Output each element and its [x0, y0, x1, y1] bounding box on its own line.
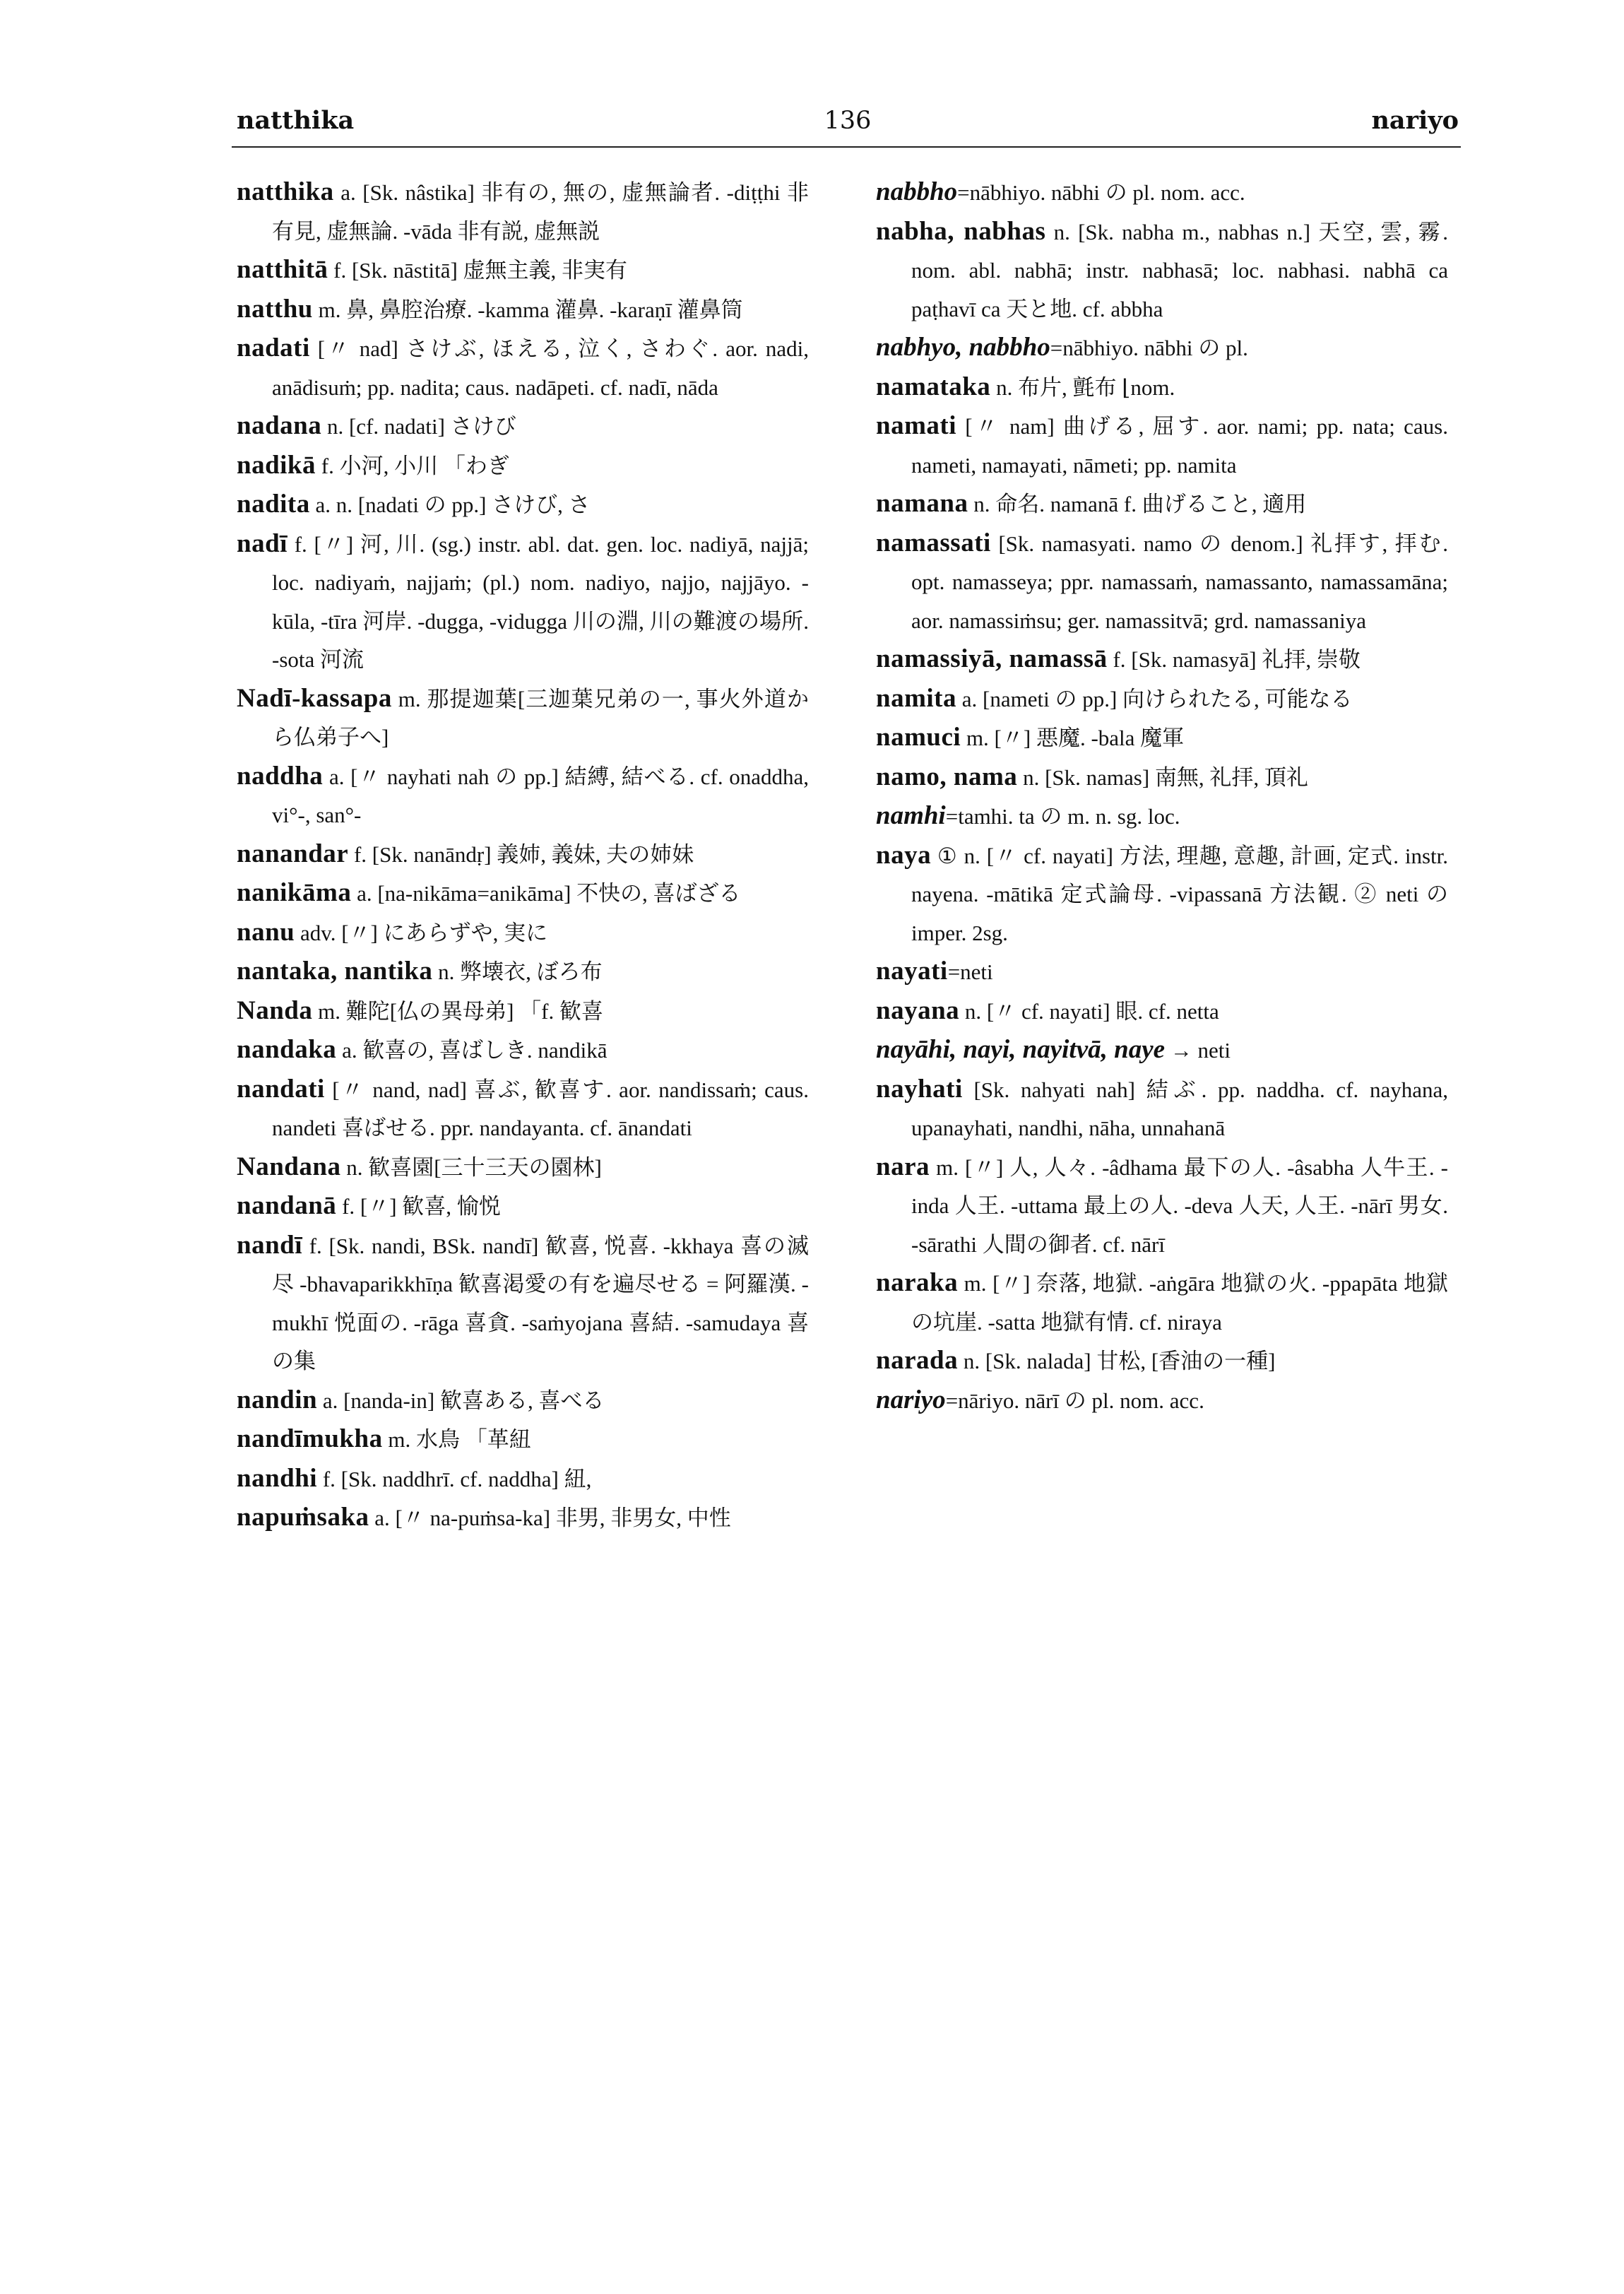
entry-definition: f. [Sk. nāstitā] 虚無主義, 非実有	[328, 258, 628, 283]
entry-definition: a. [nameti の pp.] 向けられたる, 可能なる	[956, 686, 1353, 711]
entry-definition: =neti	[947, 959, 993, 984]
page-number: 136	[824, 107, 872, 135]
dictionary-entry	[876, 213, 1448, 329]
entry-definition: ① n. [〃 cf. nayati] 方法, 理趣, 意趣, 計画, 定式. instr. nayena. -mātikā 定式論母. -vipassanā 方法観. ② neti の imper. 2sg.	[911, 843, 1448, 945]
entry-headword: Nanda	[237, 995, 313, 1025]
entry-definition: n. 布片, 氈布 ⌊nom.	[990, 374, 1175, 400]
dictionary-entry	[876, 368, 1448, 408]
header-left-guide-word: natthika	[237, 106, 355, 135]
dictionary-entry	[876, 719, 1448, 758]
entry-headword: nandin	[237, 1385, 318, 1414]
entry-headword: nayāhi, nayi, nayitvā, naye	[876, 1035, 1166, 1064]
entry-headword: nanu	[237, 917, 295, 947]
dictionary-entry	[237, 1187, 809, 1226]
entry-definition: [Sk. nahyati nah] 結ぶ. pp. naddha. cf. nayhana, upanayhati, nandhi, nāha, unnahanā	[911, 1077, 1448, 1140]
entry-definition: n. 弊壊衣, ぼろ布	[432, 959, 603, 984]
entry-definition: =nābhiyo. nābhi の pl.	[1050, 336, 1248, 360]
dictionary-entry	[237, 1498, 809, 1538]
entry-definition: f. [〃] 歓喜, 愉悦	[336, 1194, 501, 1219]
dictionary-entry	[876, 1031, 1448, 1070]
entry-headword: nabhyo, nabbho	[876, 333, 1050, 362]
dictionary-entry	[876, 524, 1448, 641]
entry-definition: a. 歓喜の, 喜ばしき. nandikā	[336, 1038, 607, 1063]
entry-headword: namati	[876, 411, 956, 440]
entry-definition: [〃 nad] さけぶ, ほえる, 泣く, さわぐ. aor. nadi, anādisuṁ; pp. nadita; caus. nadāpeti. cf. nadī, nāda	[272, 336, 809, 400]
entry-headword: nara	[876, 1152, 930, 1181]
entry-definition: [〃 nand, nad] 喜ぶ, 歓喜す. aor. nandissaṁ; caus. nandeti 喜ばせる. ppr. nandayanta. cf. ānandati	[272, 1077, 809, 1140]
dictionary-entry	[237, 1070, 809, 1148]
entry-headword: namo, nama	[876, 762, 1018, 791]
entry-headword: nandī	[237, 1230, 303, 1260]
entry-definition: n. [Sk. nabha m., nabhas n.] 天空, 雲, 霧. nom. abl. nabhā; instr. nabhasā; loc. nabhasi. nabhā ca paṭhavī ca 天と地. cf. abbha	[911, 219, 1448, 321]
entry-definition: a. [nanda-in] 歓喜ある, 喜べる	[317, 1388, 605, 1413]
dictionary-entry	[876, 680, 1448, 719]
dictionary-entry	[237, 1381, 809, 1421]
dictionary-entry	[237, 1420, 809, 1460]
entry-headword: namuci	[876, 723, 961, 752]
entry-headword: nanandar	[237, 839, 349, 868]
entry-headword: namita	[876, 683, 956, 713]
dictionary-entry	[876, 1264, 1448, 1342]
entry-headword: natthu	[237, 294, 313, 324]
entry-headword: Nandana	[237, 1152, 341, 1181]
entry-definition: =tamhi. ta の m. n. sg. loc.	[945, 804, 1180, 829]
entry-headword: namataka	[876, 372, 991, 401]
entry-headword: nabbho	[876, 177, 958, 206]
entry-definition: f. [〃] 河, 川. (sg.) instr. abl. dat. gen. loc. nadiyā, najjā; loc. nadiyaṁ, najjaṁ; (pl.) nom. nadiyo, najjo, najjāyo. -kūla, -tīra 河岸. -dugga, -vidugga 川の淵, 川の難渡の場所. -sota 河流	[272, 531, 809, 672]
entry-headword: namana	[876, 489, 968, 518]
dictionary-entry	[876, 485, 1448, 524]
entry-headword: naraka	[876, 1268, 959, 1297]
entry-definition: n. [Sk. namas] 南無, 礼拝, 頂礼	[1017, 764, 1308, 790]
entry-definition: f. [Sk. namasyā] 礼拝, 崇敬	[1107, 647, 1361, 672]
entry-headword: nandhi	[237, 1463, 318, 1493]
entry-headword: nayati	[876, 957, 948, 986]
entry-definition: [〃 nam] 曲げる, 屈す. aor. nami; pp. nata; caus. nameti, namayati, nāmeti; pp. namita	[911, 414, 1448, 478]
entry-definition: n. 歓喜園[三十三天の園林]	[340, 1154, 602, 1180]
header-right-guide-word: nariyo	[1371, 106, 1459, 135]
right-column	[876, 173, 1448, 1420]
entry-headword: nabha, nabhas	[876, 216, 1046, 246]
dictionary-entry	[876, 836, 1448, 953]
dictionary-entry	[876, 758, 1448, 798]
entry-headword: nandati	[237, 1074, 325, 1104]
dictionary-entry	[876, 952, 1448, 992]
entry-headword: nadati	[237, 333, 310, 362]
entry-definition: a. [na-nikāma=anikāma] 不快の, 喜ばざる	[351, 881, 741, 906]
header-rule	[232, 146, 1461, 148]
entry-definition: [Sk. namasyati. namo の denom.] 礼拝す, 拝む. opt. namasseya; ppr. namassaṁ, namassanto, namassamāna; aor. namassiṁsu; ger. namassitvā; grd. namassaniya	[911, 531, 1448, 633]
entry-headword: nayana	[876, 995, 960, 1025]
entry-definition: m. 難陀[仏の異母弟] 「f. 歓喜	[312, 998, 603, 1024]
dictionary-entry	[876, 640, 1448, 680]
dictionary-entry	[237, 835, 809, 875]
entry-headword: namhi	[876, 801, 946, 830]
entry-definition: a. [Sk. nâstika] 非有の, 無の, 虚無論者. -diṭṭhi 非有見, 虚無論. -vāda 非有説, 虚無説	[272, 180, 809, 244]
entry-headword: nantaka, nantika	[237, 957, 433, 986]
entry-headword: naddha	[237, 761, 324, 791]
dictionary-entry	[876, 173, 1448, 213]
entry-headword: natthika	[237, 177, 334, 206]
dictionary-entry	[237, 1226, 809, 1381]
entry-definition: =nābhiyo. nābhi の pl. nom. acc.	[957, 180, 1245, 205]
page-header	[237, 106, 1459, 148]
dictionary-entry	[876, 1070, 1448, 1148]
entry-definition: adv. [〃] にあらずや, 実に	[295, 920, 548, 945]
entry-headword: napuṁsaka	[237, 1503, 369, 1532]
entry-headword: narada	[876, 1346, 959, 1375]
entry-definition: m. 鼻, 鼻腔治療. -kamma 灌鼻. -karaṇī 灌鼻筒	[312, 297, 743, 322]
dictionary-entry	[237, 525, 809, 680]
entry-headword: nanikāma	[237, 878, 352, 907]
dictionary-entry	[237, 1031, 809, 1070]
entry-definition: n. [〃 cf. nayati] 眼. cf. netta	[959, 998, 1219, 1024]
entry-headword: nadita	[237, 490, 310, 519]
left-column	[237, 173, 809, 1538]
entry-headword: nadī	[237, 528, 288, 558]
entry-definition: n. [Sk. nalada] 甘松, [香油の一種]	[958, 1349, 1276, 1373]
entry-headword: namassiyā, namassā	[876, 644, 1108, 673]
dictionary-entry	[876, 407, 1448, 485]
entry-definition: n. 命名. namanā f. 曲げること, 適用	[968, 492, 1307, 516]
entry-definition: m. [〃] 奈落, 地獄. -aṅgāra 地獄の火. -ppapāta 地獄の坑崖. -satta 地獄有情. cf. niraya	[911, 1271, 1448, 1335]
dictionary-entry	[237, 1460, 809, 1499]
dictionary-entry	[237, 757, 809, 835]
entry-definition: f. [Sk. nandi, BSk. nandī] 歓喜, 悦喜. -kkhaya 喜の滅尽 -bhavaparikkhīṇa 歓喜渇愛の有を遍尽せる = 阿羅漢. -mukhī 悦面の. -rāga 喜貪. -saṁyojana 喜結. -samudaya 喜の集	[272, 1233, 809, 1373]
entry-headword: nadana	[237, 411, 322, 440]
dictionary-entry	[876, 992, 1448, 1031]
entry-headword: nandīmukha	[237, 1424, 383, 1453]
entry-definition: f. [Sk. nanāndṛ] 義姉, 義妹, 夫の姉妹	[348, 841, 694, 867]
entry-definition: m. 那提迦葉[三迦葉兄弟の一, 事火外道から仏弟子へ]	[272, 686, 809, 750]
entry-definition: → neti	[1165, 1038, 1231, 1063]
dictionary-entry	[237, 992, 809, 1031]
dictionary-entry	[237, 251, 809, 290]
dictionary-entry	[237, 952, 809, 992]
dictionary-entry	[237, 485, 809, 525]
dictionary-entry	[237, 680, 809, 757]
entry-headword: namassati	[876, 528, 991, 557]
entry-definition: a. [〃 nayhati nah の pp.] 結縛, 結べる. cf. onaddha, vi°-, san°-	[272, 764, 809, 827]
entry-headword: nadikā	[237, 450, 316, 480]
dictionary-entry	[876, 1148, 1448, 1265]
entry-definition: m. [〃] 悪魔. -bala 魔軍	[961, 726, 1185, 750]
dictionary-entry	[237, 290, 809, 330]
entry-columns	[237, 173, 1459, 2257]
entry-definition: f. [Sk. naddhrī. cf. naddha] 紐,	[317, 1466, 592, 1491]
entry-headword: nayhati	[876, 1074, 963, 1104]
entry-definition: =nāriyo. nārī の pl. nom. acc.	[945, 1388, 1204, 1413]
dictionary-entry	[876, 1381, 1448, 1421]
dictionary-entry	[237, 914, 809, 953]
entry-headword: naya	[876, 840, 932, 870]
dictionary-entry	[237, 447, 809, 486]
dictionary-entry	[237, 173, 809, 251]
entry-definition: a. n. [nadati の pp.] さけび, さ	[309, 492, 591, 517]
entry-headword: nandanā	[237, 1191, 337, 1220]
entry-definition: m. 水鳥 「革紐	[382, 1427, 531, 1452]
dictionary-entry	[237, 1148, 809, 1188]
entry-headword: natthitā	[237, 255, 328, 284]
dictionary-entry	[237, 874, 809, 914]
entry-definition: m. [〃] 人, 人々. -âdhama 最下の人. -âsabha 人牛王. -inda 人王. -uttama 最上の人. -deva 人天, 人王. -nārī 男女. -sārathi 人間の御者. cf. nārī	[911, 1154, 1448, 1257]
dictionary-entry	[876, 1342, 1448, 1381]
dictionary-entry	[876, 329, 1448, 368]
entry-headword: nandaka	[237, 1035, 337, 1064]
dictionary-entry	[237, 407, 809, 447]
dictionary-entry	[876, 797, 1448, 836]
entry-definition: a. [〃 na-puṁsa-ka] 非男, 非男女, 中性	[369, 1506, 731, 1530]
entry-definition: f. 小河, 小川 「わぎ	[316, 453, 509, 478]
entry-definition: n. [cf. nadati] さけび	[321, 414, 516, 439]
entry-headword: nariyo	[876, 1385, 946, 1414]
entry-headword: Nadī-kassapa	[237, 683, 392, 713]
dictionary-entry	[237, 329, 809, 407]
